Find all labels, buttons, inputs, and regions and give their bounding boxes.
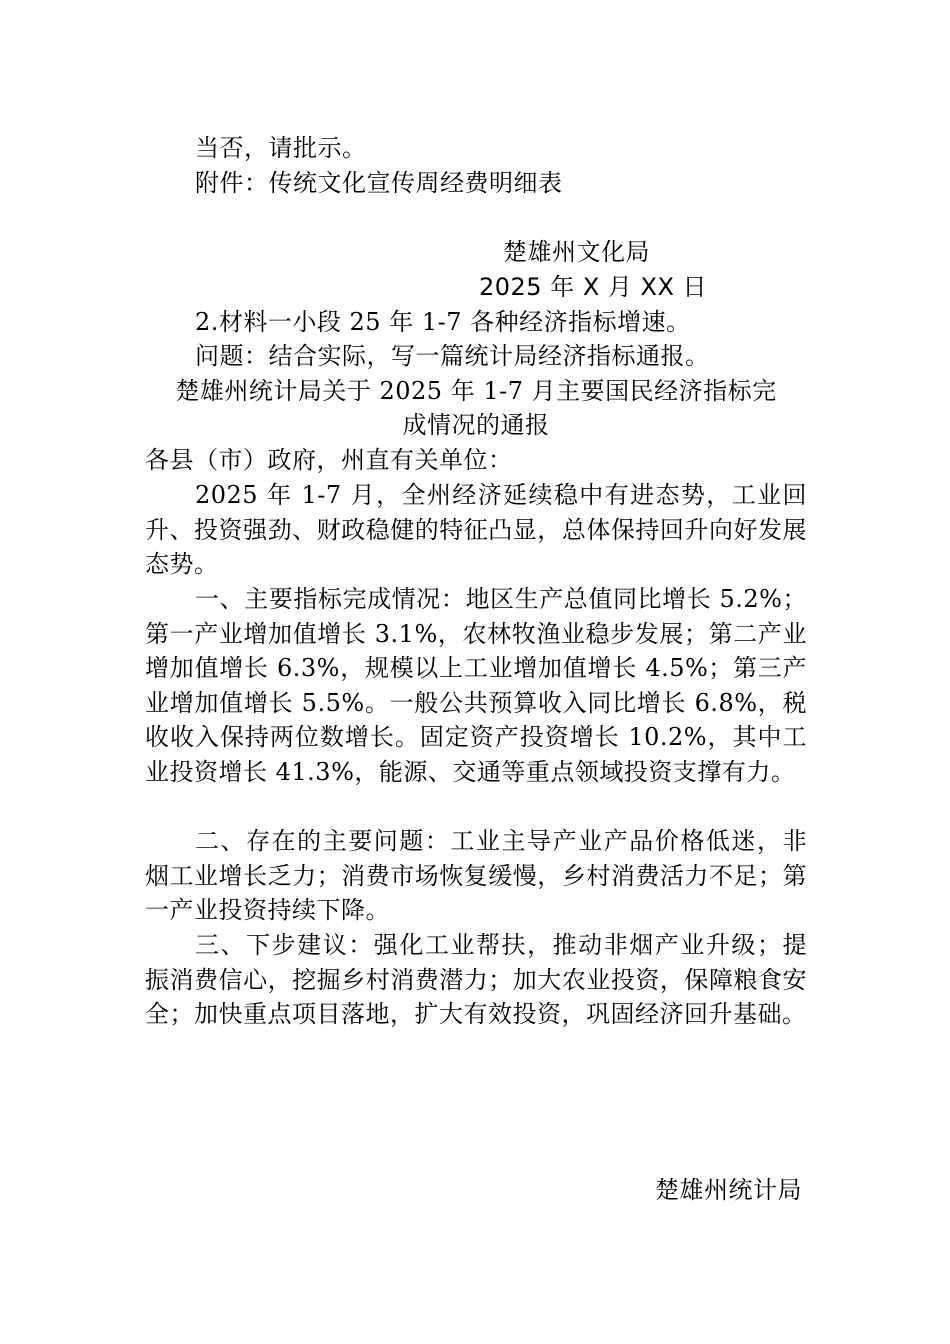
indicators-paragraph: 一、主要指标完成情况：地区生产总值同比增长 5.2%；第一产业增加值增长 3.1%，农林牧渔业稳步发展；第二产业增加值增长 6.3%，规模以上工业增加值增长 4.5%；第三产业增加值增长 5.5%。一般公共预算收入同比增长 6.8%，税收收入保持两位数增长。固定资产投资增长 10.2%，其中工业投资增长 41.3%，能源、交通等重点领域投资支撑有力。 bbox=[145, 585, 807, 786]
intro-paragraph: 2025 年 1-7 月，全州经济延续稳中有进态势，工业回升、投资强劲、财政稳健的特征凸显，总体保持回升向好发展态势。 bbox=[145, 481, 807, 578]
suggestions-paragraph: 三、下步建议：强化工业帮扶，推动非烟产业升级；提振消费信心，挖掘乡村消费潜力；加大农业投资，保障粮食安全；加快重点项目落地，扩大有效投资，巩固经济回升基础。 bbox=[145, 931, 807, 1028]
question-line: 问题：结合实际，写一篇统计局经济指标通报。 bbox=[195, 342, 710, 370]
salutation: 各县（市）政府，州直有关单位： bbox=[145, 446, 513, 474]
prev-closing-line: 当否，请批示。 bbox=[195, 134, 367, 162]
material-line: 2.材料一小段 25 年 1-7 各种经济指标增速。 bbox=[195, 308, 691, 336]
prev-signature-org: 楚雄州文化局 bbox=[503, 238, 650, 266]
report-title-line-2: 成情况的通报 bbox=[402, 411, 550, 439]
signature-org: 楚雄州统计局 bbox=[655, 1176, 802, 1204]
problems-paragraph: 二、存在的主要问题：工业主导产业产品价格低迷，非烟工业增长乏力；消费市场恢复缓慢，乡村消费活力不足；第一产业投资持续下降。 bbox=[145, 827, 807, 924]
prev-signature-date: 2025 年 X 月 XX 日 bbox=[479, 273, 708, 301]
attachment-line: 附件：传统文化宣传周经费明细表 bbox=[195, 169, 563, 197]
report-title-line-1: 楚雄州统计局关于 2025 年 1-7 月主要国民经济指标完 bbox=[175, 377, 777, 405]
